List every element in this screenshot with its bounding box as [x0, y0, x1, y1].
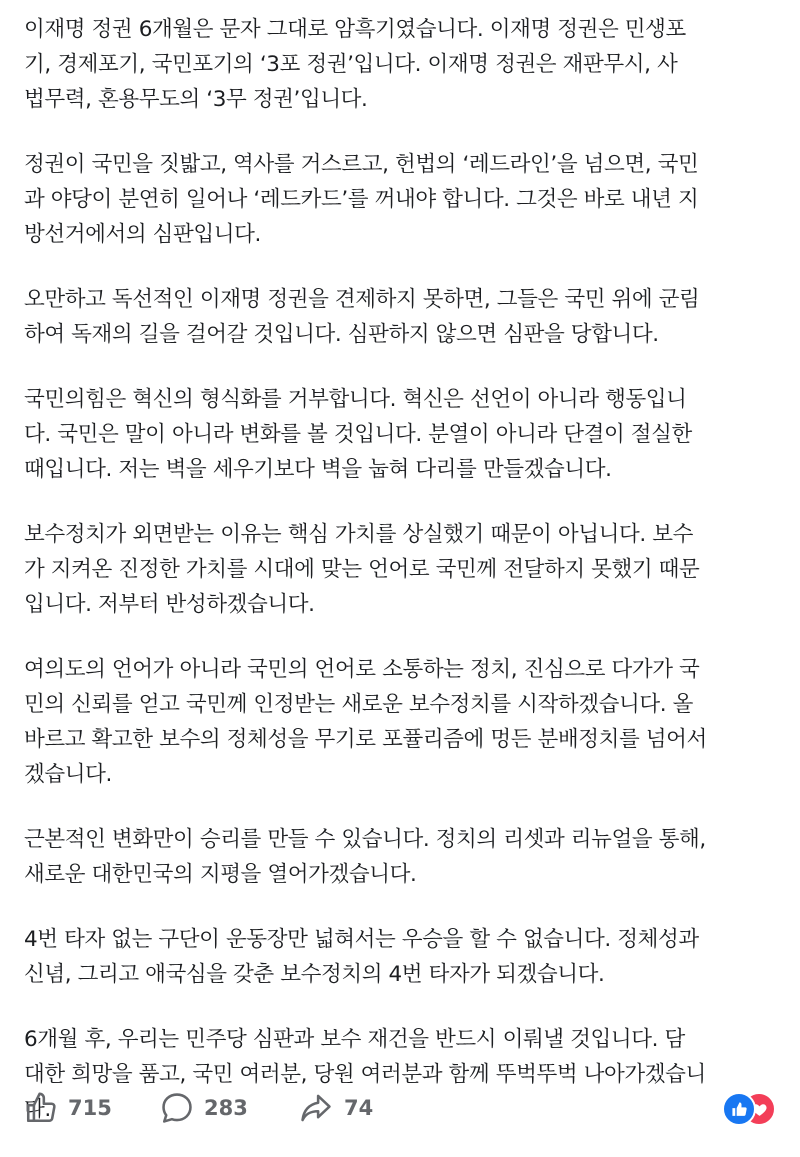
- like-button[interactable]: [24, 1090, 112, 1126]
- comment-button[interactable]: [160, 1090, 248, 1126]
- post-paragraph-9: 6개월 후, 우리는 민주당 심판과 보수 재건을 반드시 이뤄낼 것입니다. 담 대한 희망을 품고, 국민 여러분, 당원 여러분과 함께 뚜벅뚜벅 나아가겠습니 다.: [24, 1027, 706, 1122]
- speech-bubble-icon: [160, 1091, 194, 1125]
- like-count: 715: [68, 1096, 112, 1120]
- post-paragraph-6: 여의도의 언어가 아니라 국민의 언어로 소통하는 정치, 진심으로 다가가 국 민의 신뢰를 얻고 국민께 인정받는 새로운 보수정치를 시작하겠습니다. 올 바르고 확고한 보수의 정체성을 무기로 포퓰리즘에 멍든 분배정치를 넘어서 겠습니다.: [24, 657, 707, 787]
- post-paragraph-7: 근본적인 변화만이 승리를 만들 수 있습니다. 정치의 리셋과 리뉴얼을 통해, 새로운 대한민국의 지평을 열어가겠습니다.: [24, 827, 706, 887]
- share-arrow-icon: [298, 1091, 334, 1125]
- comment-count: 283: [204, 1096, 248, 1120]
- post-action-bar: [0, 1082, 800, 1132]
- post-paragraph-4: 국민의힘은 혁신의 형식화를 거부합니다. 혁신은 선언이 아니라 행동입니 다. 국민은 말이 아니라 변화를 볼 것입니다. 분열이 아니라 단결이 절실한 때입니다. 저는 벽을 세우기보다 벽을 눕혀 다리를 만들겠습니다.: [24, 387, 692, 482]
- reaction-summary[interactable]: [722, 1092, 774, 1124]
- post-body: [24, 12, 779, 1157]
- share-button[interactable]: [298, 1090, 373, 1126]
- post-paragraph-8: 4번 타자 없는 구단이 운동장만 넓혀서는 우승을 할 수 없습니다. 정체성과 신념, 그리고 애국심을 갖춘 보수정치의 4번 타자가 되겠습니다.: [24, 927, 699, 987]
- share-count: 74: [344, 1096, 374, 1120]
- post-paragraph-2: 정권이 국민을 짓밟고, 역사를 거스르고, 헌법의 ‘레드라인’을 넘으면, 국민 과 야당이 분연히 일어나 ‘레드카드’를 꺼내야 합니다. 그것은 바로 내년 지 방선거에서의 심판입니다.: [24, 152, 699, 247]
- post-paragraph-3: 오만하고 독선적인 이재명 정권을 견제하지 못하면, 그들은 국민 위에 군림 하여 독재의 길을 걸어갈 것입니다. 심판하지 않으면 심판을 당합니다.: [24, 287, 700, 347]
- post-paragraph-5: 보수정치가 외면받는 이유는 핵심 가치를 상실했기 때문이 아닙니다. 보수 가 지켜온 진정한 가치를 시대에 맞는 언어로 국민께 전달하지 못했기 때문 입니다. 저부터 반성하겠습니다.: [24, 522, 700, 617]
- thumbs-up-icon: [24, 1091, 58, 1125]
- post-paragraph-1: 이재명 정권 6개월은 문자 그대로 암흑기였습니다. 이재명 정권은 민생포 기, 경제포기, 국민포기의 ‘3포 정권’입니다. 이재명 정권은 재판무시, 사 법무력, 혼용무도의 ‘3무 정권’입니다.: [24, 17, 686, 112]
- like-reaction-icon: [722, 1092, 756, 1126]
